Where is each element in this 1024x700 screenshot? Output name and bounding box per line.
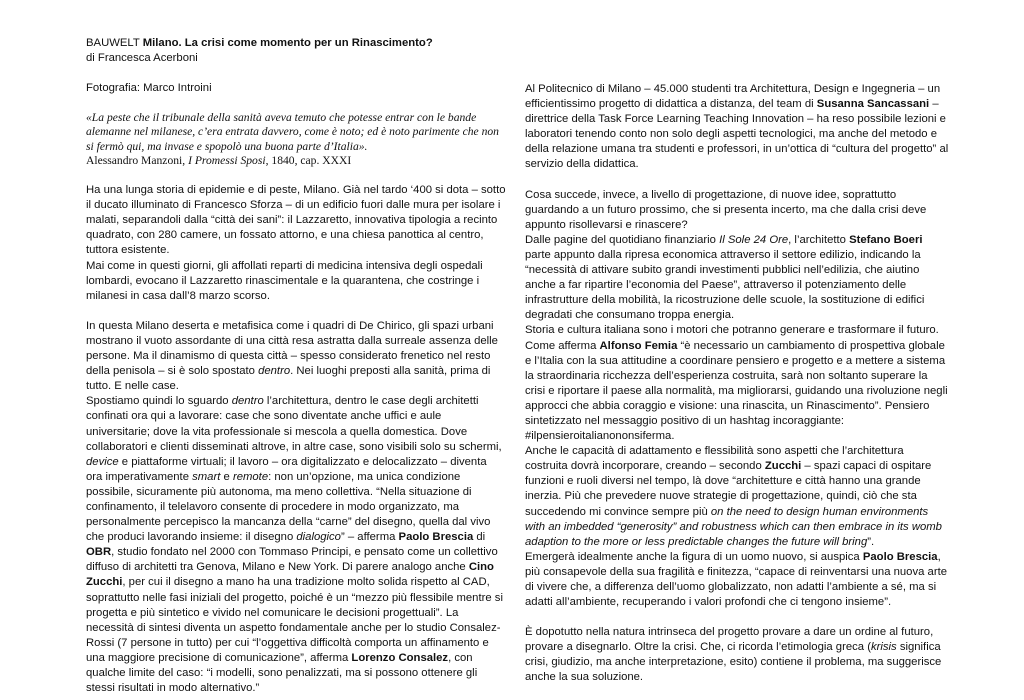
paragraph-question: Cosa succede, invece, a livello di progettazione, di nuove idee, soprattutto guardando a un futuro prossimo, che si presenta incerto, ma che dalla crisi deve appunto risollevarsi e rinascere? xyxy=(525,188,927,231)
article-heading xyxy=(86,36,506,51)
byline: di Francesca Acerboni xyxy=(86,52,198,65)
magazine-name: BAUWELT xyxy=(86,37,140,49)
paragraph-conclusione: È dopotutto nella natura intrinseca del progetto provare a dare un ordine al futuro, provare a disegnarlo. Oltre la crisi. Che, ci ricorda l’etimologia greca (krisis significa crisi, giudizio, ma anche interpretazione, esito) contiene il problema, ma suggerisce anche la sua soluzione. xyxy=(525,626,942,684)
paragraph-uomo-nuovo: Emergerà idealmente anche la figura di un uomo nuovo, si auspica Paolo Brescia, più consapevole della sua fragilità e finitezza, “capace di reinventarsi una nuova arte di vivere che, a differenza dell’uomo globalizzato, non adatti l’ambiente a sé, ma si adatti all’ambiente, recuperando i valori profondi che ci tengono insieme”. xyxy=(525,550,948,609)
paragraph-smart-working: Spostiamo quindi lo sguardo dentro l’architettura, dentro le case degli architetti confinati ora qui a lavorare: case che sono diventate anche uffici e aule universitarie; dove la vita professionale si mescola a quella domestica. Dove collaboratori e clienti disseminati altrove, in altre case, sono visibili solo su schermi, device e piattaforme virtuali; il lavoro – ora digitalizzato e delocalizzato – diventa ora imperativamente smart e remote: non un’opzione, ma unica condizione possibile, sicuramente più autonoma, ma meno collettiva. “Nella situazione di confinamento, il telelavoro consente di procedere in modo organizzato, ma personalmente percepisco la mancanza della “carne” del disegno, quella dal vivo che produci lavorando insieme: il disegno dialogico” – afferma Paolo Brescia di OBR, studio fondato nel 2000 con Tommaso Principi, e pensato come un collettivo diffuso di architetti tra Genova, Milano e New York. Di parere analogo anche Cino Zucchi, per cui il disegno a mano ha una tradizione molto solida rispetto al CAD, soprattutto nelle fasi iniziali del progetto, poiché è un “mezzo più flessibile mentre si progetta e più sintetico e vivido nel comunicare le decisioni progettuali”. La necessità di sintesi diventa un aspetto fondamentale anche per lo studio Consalez-Rossi (7 persone in tutto) per cui “l’oggettiva difficoltà comporta un affinamento e una maggiore precisione di comunicazione”, afferma Lorenzo Consalez, con qualche limite del caso: “i modelli, sono penalizzati, ma si possono ottenere gli stessi risultati in modo alternativo.” xyxy=(86,395,503,695)
epigraph-quote: «La peste che il tribunale della sanità aveva temuto che potesse entrar con le bande alemanne nel milanese, c’era entrata davvero, come è noto; ed è noto parimente che non si fermò qui, ma invase e spopolò una buona parte d’Italia». xyxy=(86,111,499,153)
paragraph-metafisica: In questa Milano deserta e metafisica come i quadri di De Chirico, gli spazi urbani mostrano il vuoto assordante di una città resa astratta dalla surreale assenza delle persone. Ma il dinamismo di questa città – spesso considerato frenetico nel resto della penisola – si è solo spostato dentro. Nei luoghi preposti alla sanità, prima di tutto. E nelle case. xyxy=(86,319,498,393)
right-column xyxy=(525,82,949,686)
paragraph-zucchi: Anche le capacità di adattamento e flessibilità sono aspetti che l’architettura costruita dovrà incorporare, creando – secondo Zucchi – spazi capaci di ospitare funzioni e ruoli diversi nel tempo, là dove “architetture e città hanno una grande inerzia. Più che prevedere nuove strategie di progettazione, quindi, ciò che sta succedendo mi convince sempre più on the need to design human environments with an imbedded “generosity” and robustness which can then embrace in its womb adaption to the more or less predictable changes the future will bring”. xyxy=(525,445,942,548)
article-title: Milano. La crisi come momento per un Rinascimento? xyxy=(142,37,433,49)
paragraph-lazzaretto: Ha una lunga storia di epidemie e di peste, Milano. Già nel tardo ‘400 si dota – sotto il ducato illuminato di Francesco Sforza – di un edificio fuori dalle mura per isolare i malati, separandoli dalla “città dei sani”: il Lazzaretto, innovativa tipologia a recinto quadrato, con 280 camere, un fossato attorno, e una chiesa panottica al centro, tuttora esistente. xyxy=(86,184,506,257)
paragraph-politecnico: Al Politecnico di Milano – 45.000 studenti tra Architettura, Design e Ingegneria – un efficientissimo progetto di didattica a distanza, del team di Susanna Sancassani – direttrice della Task Force Learning Teaching Innovation – ha reso possibile lezioni e laboratori tenendo conto non solo degli aspetti tecnologici, ma anche del metodo e della relazione umana tra studenti e professori, in un’ottica di “cultura del progetto” al servizio della didattica. xyxy=(525,83,949,171)
left-column xyxy=(86,36,506,696)
paragraph-quarantena: Mai come in questi giorni, gli affollati reparti di medicina intensiva degli ospedali lombardi, evocano il Lazzaretto rinascimentale e la quarantena, che costringe i milanesi in casa dall’8 marzo scorso. xyxy=(86,259,483,302)
paragraph-boeri: Dalle pagine del quotidiano finanziario Il Sole 24 Ore, l’architetto Stefano Boeri parte appunto dalla ripresa economica attraverso il settore edilizio, indicando la “necessità di attivare subito grandi investimenti pubblici nell’edilizia, che aiutino anche a far ripartire l’economia del Paese”, attraverso il potenziamento delle infrastrutture della mobilità, la ricostruzione delle scuole, la sostituzione di edifici degradati che consumano troppa energia. xyxy=(525,233,925,322)
paragraph-femia: Storia e cultura italiana sono i motori che potranno generare e trasformare il futuro. Come afferma Alfonso Femia “è necessario un cambiamento di prospettiva globale e l’Italia con la sua attitudine a coordinare pensiero e progetto e a mettere a sistema la straordinaria ricchezza dell’esperienza costruita, sarà non soltanto superare la crisi e riportare il paese alla normalità, ma migliorarsi, guidando una rivoluzione negli approcci che abbia coraggio e visione: una rinascita, un Rinascimento”. Pensiero sintetizzato nel messaggio positivo di un hashtag incoraggiante: #ilpensieroitalianononsiferma. xyxy=(525,324,948,443)
photo-credit: Fotografia: Marco Introini xyxy=(86,82,212,95)
epigraph-source: Alessandro Manzoni, I Promessi Sposi, 1840, cap. XXXI xyxy=(86,153,352,167)
